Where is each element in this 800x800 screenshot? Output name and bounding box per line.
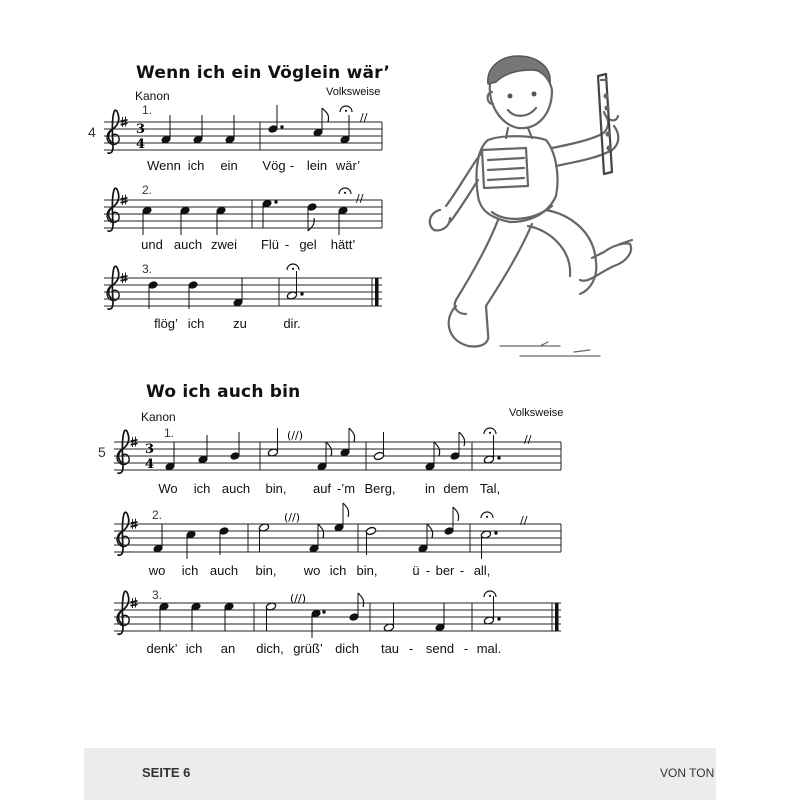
- fermata-icon: [340, 106, 352, 112]
- song-title: Wenn ich ein Vöglein wär’: [136, 63, 391, 83]
- lyric-syllable: -’m: [336, 481, 356, 496]
- lyric-syllable: wo: [148, 563, 166, 578]
- lyric-syllable: tau: [380, 641, 400, 656]
- lyric-syllable: Berg,: [364, 481, 396, 496]
- song-form: Kanon: [141, 410, 176, 424]
- lyric-syllable: zu: [233, 316, 247, 331]
- breath-mark: (//): [287, 429, 303, 442]
- staff: [104, 266, 382, 309]
- treble-clef-icon: [107, 266, 119, 309]
- lyric-syllable: auch: [173, 237, 203, 252]
- line-label: 3.: [152, 588, 163, 602]
- lyric-syllable: wär’: [335, 158, 361, 173]
- lyric-syllable: wo: [303, 563, 321, 578]
- lyric-syllable: grüß’: [293, 641, 323, 656]
- lyric-hyphen: -: [408, 641, 414, 656]
- lyric-syllable: ich: [187, 158, 205, 173]
- lyric-syllable: Tal,: [479, 481, 501, 496]
- caesura-mark: //: [360, 111, 368, 124]
- lyric-syllable: gel: [299, 237, 317, 252]
- lyric-syllable: denk’: [146, 641, 178, 656]
- lyric-syllable: ich: [187, 316, 205, 331]
- breath-mark: (//): [290, 592, 306, 605]
- lyric-syllable: dich: [335, 641, 359, 656]
- time-signature-top: 3: [136, 122, 146, 137]
- lyric-syllable: all,: [473, 563, 491, 578]
- song-number: 5: [98, 444, 106, 460]
- treble-clef-icon: [117, 512, 129, 555]
- lyric-hyphen: -: [289, 158, 295, 173]
- treble-clef-icon: [107, 110, 119, 153]
- lyric-syllable: dich,: [256, 641, 284, 656]
- lyric-syllable: in: [424, 481, 436, 496]
- treble-clef-icon: [117, 430, 129, 473]
- breath-mark: (//): [284, 511, 300, 524]
- notes: [148, 271, 303, 309]
- notes: [142, 199, 348, 235]
- lyric-syllable: an: [220, 641, 236, 656]
- fermata-icon: [484, 428, 496, 434]
- lyric-syllable: ich: [329, 563, 347, 578]
- lyric-syllable: ich: [193, 481, 211, 496]
- line-label: 3.: [142, 262, 153, 276]
- song-source: Volksweise: [509, 407, 564, 419]
- lyric-syllable: auch: [221, 481, 251, 496]
- lyric-syllable: ü: [412, 563, 420, 578]
- boy-with-recorder-illustration: [430, 56, 632, 356]
- lyric-syllable: zwei: [210, 237, 238, 252]
- lyric-syllable: Flü: [260, 237, 280, 252]
- staff: [114, 512, 561, 555]
- lyric-syllable: ich: [181, 563, 199, 578]
- lyric-syllable: Wo: [158, 481, 178, 496]
- lyric-syllable: hätt’: [330, 237, 356, 252]
- staff: [104, 110, 382, 153]
- lyric-syllable: ich: [185, 641, 203, 656]
- fermata-icon: [481, 512, 493, 518]
- line-label: 1.: [142, 103, 153, 117]
- lyric-hyphen: -: [463, 641, 469, 656]
- song-source: Volksweise: [326, 86, 381, 98]
- notes: [161, 105, 350, 144]
- lyric-syllable: bin,: [255, 563, 277, 578]
- lyric-syllable: ein: [220, 158, 238, 173]
- footer-brand: VON TON: [660, 766, 715, 780]
- caesura-mark: //: [524, 433, 532, 446]
- lyric-hyphen: -: [459, 563, 465, 578]
- time-signature-bottom: 4: [136, 137, 146, 152]
- song-form: Kanon: [135, 89, 170, 103]
- lyric-syllable: und: [141, 237, 163, 252]
- lyric-syllable: mal.: [476, 641, 502, 656]
- lyric-syllable: Wenn: [147, 158, 181, 173]
- line-label: 2.: [142, 183, 153, 197]
- line-label: 1.: [164, 426, 175, 440]
- treble-clef-icon: [107, 188, 119, 231]
- page-number: SEITE 6: [142, 765, 191, 780]
- caesura-mark: //: [356, 192, 364, 205]
- lyric-syllable: ber: [435, 563, 455, 578]
- lyric-syllable: Vög: [262, 158, 286, 173]
- lyric-syllable: auf: [312, 481, 332, 496]
- lyric-syllable: auch: [209, 563, 239, 578]
- lyric-syllable: bin,: [356, 563, 378, 578]
- lyric-syllable: bin,: [265, 481, 287, 496]
- song-title: Wo ich auch bin: [146, 382, 301, 402]
- lyric-hyphen: -: [284, 237, 290, 252]
- treble-clef-icon: [117, 591, 129, 634]
- song-number: 4: [88, 124, 96, 140]
- line-label: 2.: [152, 508, 163, 522]
- lyric-hyphen: -: [425, 563, 431, 578]
- time-signature-top: 3: [145, 442, 155, 457]
- lyric-syllable: dir.: [283, 316, 301, 331]
- time-signature-bottom: 4: [145, 457, 155, 472]
- caesura-mark: //: [520, 514, 528, 527]
- fermata-icon: [339, 188, 351, 194]
- lyric-syllable: send: [425, 641, 455, 656]
- fermata-icon: [287, 264, 299, 270]
- lyric-syllable: lein: [306, 158, 328, 173]
- lyric-syllable: dem: [443, 481, 469, 496]
- lyric-syllable: flög’: [154, 316, 178, 331]
- fermata-icon: [484, 591, 496, 597]
